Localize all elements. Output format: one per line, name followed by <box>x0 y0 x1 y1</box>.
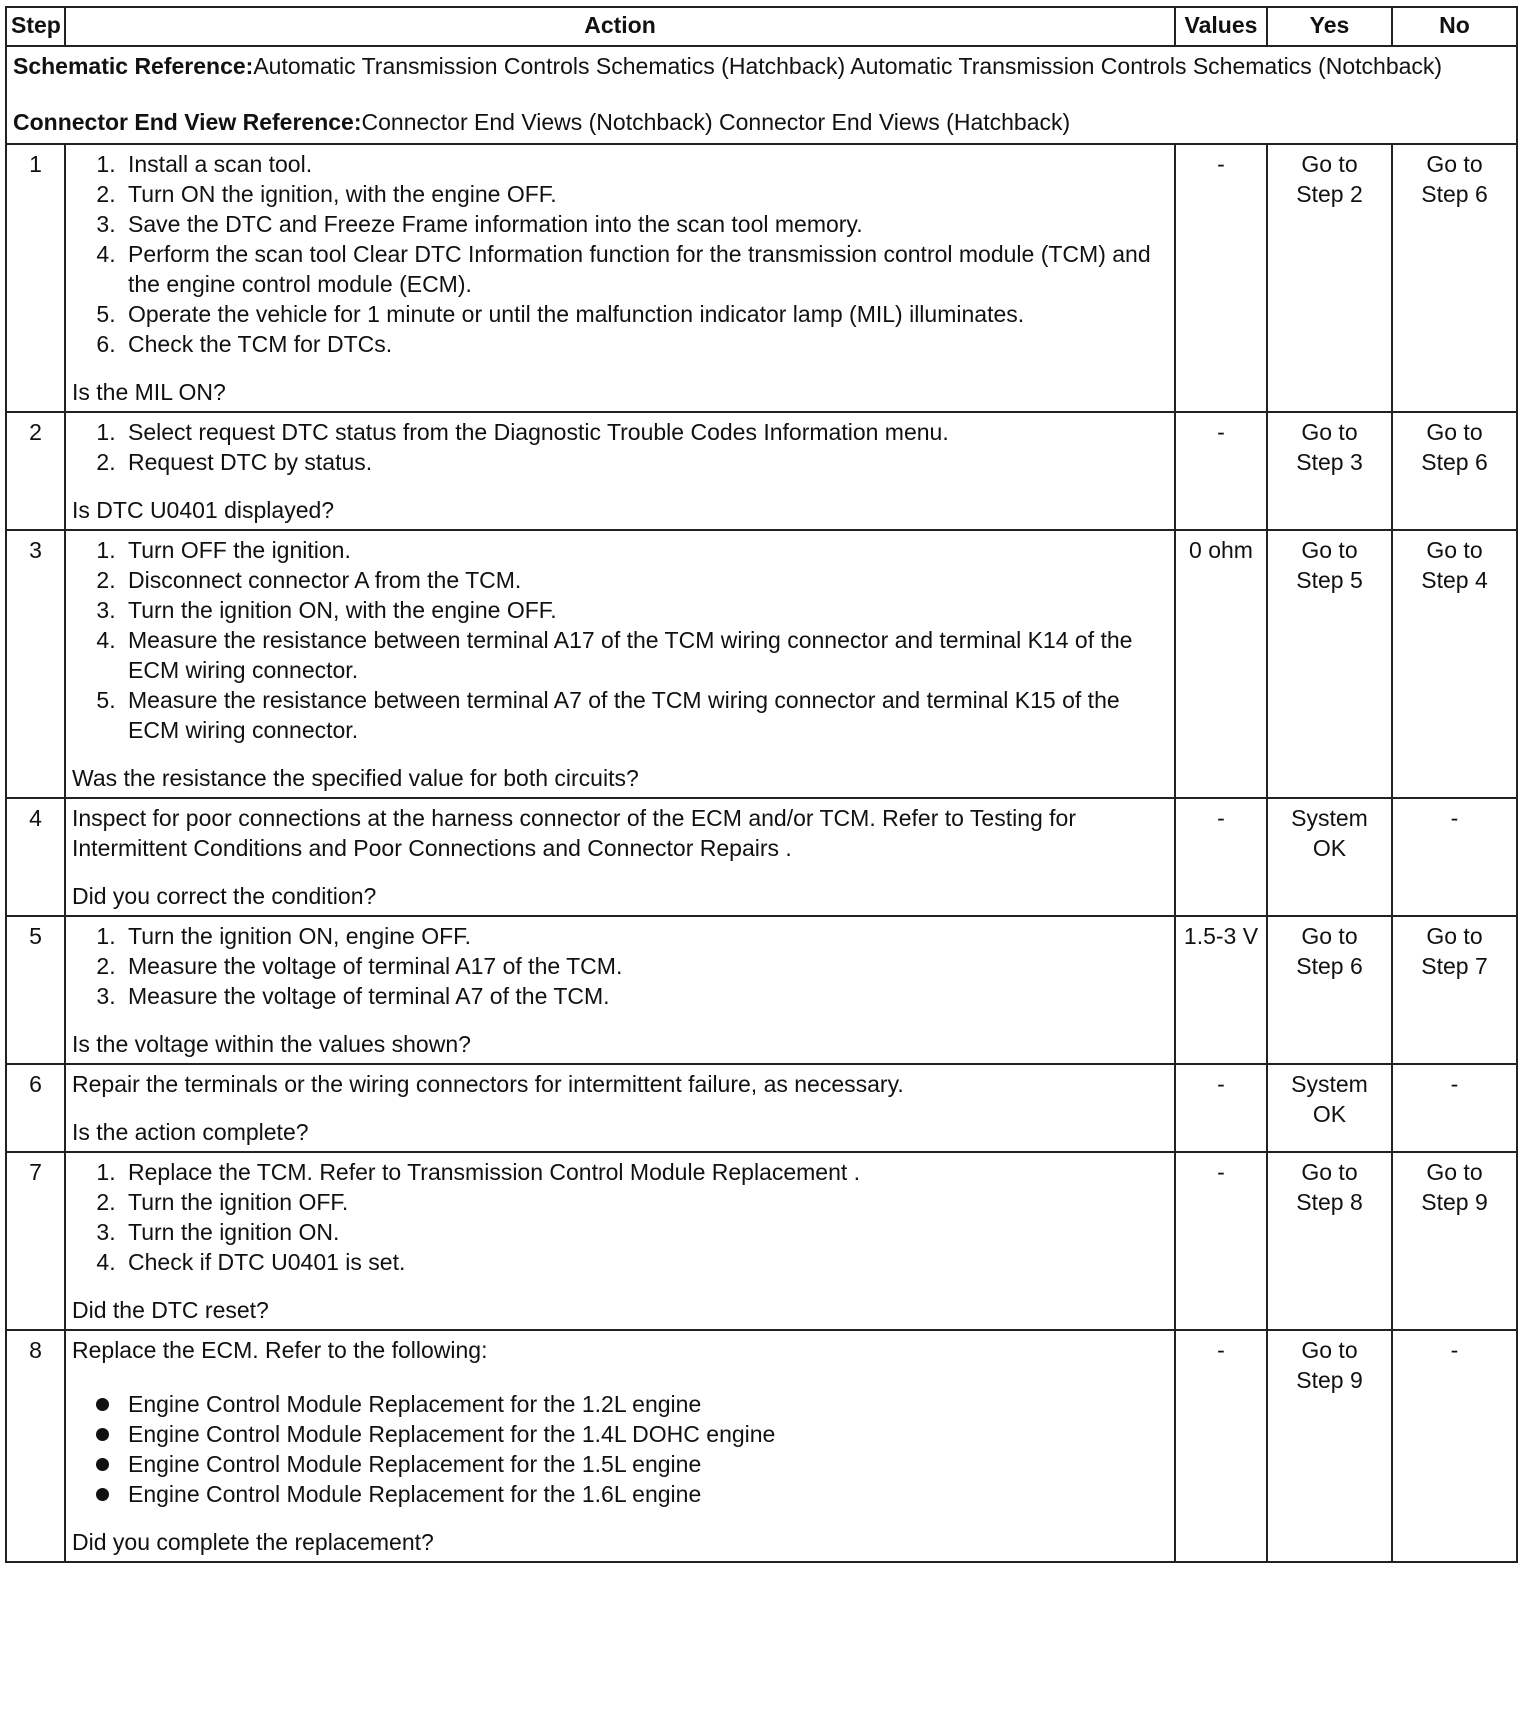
connector-reference-label: Connector End View Reference: <box>13 109 362 135</box>
procedure-item: 5. Measure the resistance between terminal A7 of the TCM wiring connector and terminal K15 of the ECM wiring connector. <box>122 685 1168 745</box>
table-row <box>6 1330 1517 1562</box>
procedure-list <box>72 149 1168 359</box>
question: Did the DTC reset? <box>72 1297 269 1323</box>
no-cell <box>1392 1064 1517 1152</box>
no-cell <box>1392 412 1517 530</box>
no-cell <box>1392 1152 1517 1330</box>
reference-row <box>6 46 1517 144</box>
yes-cell <box>1267 144 1392 412</box>
no-text: Step 9 <box>1421 1189 1488 1215</box>
action-cell <box>65 412 1175 530</box>
value-cell: - <box>1175 1330 1267 1562</box>
step-number: 7 <box>6 1152 65 1330</box>
step-number: 6 <box>6 1064 65 1152</box>
procedure-list <box>72 535 1168 745</box>
action-cell <box>65 1152 1175 1330</box>
yes-text: System <box>1291 805 1368 831</box>
action-cell <box>65 1064 1175 1152</box>
bullet-item: Engine Control Module Replacement for the 1.2L engine <box>122 1389 1168 1419</box>
header-row <box>6 7 1517 46</box>
no-text: Step 7 <box>1421 953 1488 979</box>
table-row <box>6 412 1517 530</box>
step-number: 8 <box>6 1330 65 1562</box>
procedure-item: 1. Select request DTC status from the Diagnostic Trouble Codes Information menu. <box>122 417 1168 447</box>
question: Is DTC U0401 displayed? <box>72 497 335 523</box>
action-paragraph: Replace the ECM. Refer to the following: <box>72 1337 488 1363</box>
table-row <box>6 530 1517 798</box>
action-cell <box>65 916 1175 1064</box>
value-cell: 0 ohm <box>1175 530 1267 798</box>
question: Did you complete the replacement? <box>72 1529 434 1555</box>
yes-cell <box>1267 1152 1392 1330</box>
no-text: Go to <box>1426 537 1483 563</box>
procedure-item: 3. Measure the voltage of terminal A7 of the TCM. <box>122 981 1168 1011</box>
value-cell: - <box>1175 144 1267 412</box>
yes-text: Step 8 <box>1296 1189 1363 1215</box>
table-row <box>6 1152 1517 1330</box>
yes-text: Go to <box>1301 1159 1358 1185</box>
procedure-item: 4. Perform the scan tool Clear DTC Information function for the transmission control module (TCM) and the engine control module (ECM). <box>122 239 1168 299</box>
action-paragraph: Repair the terminals or the wiring connectors for intermittent failure, as necessary. <box>72 1071 904 1097</box>
procedure-item: 4. Measure the resistance between terminal A17 of the TCM wiring connector and terminal K14 of the ECM wiring connector. <box>122 625 1168 685</box>
yes-cell <box>1267 1330 1392 1562</box>
header-values: Values <box>1175 7 1267 46</box>
procedure-item: 3. Turn the ignition ON, with the engine OFF. <box>122 595 1168 625</box>
yes-text: Go to <box>1301 923 1358 949</box>
value-cell: - <box>1175 412 1267 530</box>
procedure-list <box>72 1157 1168 1277</box>
yes-text: Go to <box>1301 537 1358 563</box>
procedure-item: 2. Turn the ignition OFF. <box>122 1187 1168 1217</box>
connector-reference-text: Connector End Views (Notchback) Connector End Views (Hatchback) <box>361 109 1071 135</box>
yes-text: OK <box>1312 1101 1347 1127</box>
procedure-item: 6. Check the TCM for DTCs. <box>122 329 1168 359</box>
step-number: 1 <box>6 144 65 412</box>
value-cell: - <box>1175 1064 1267 1152</box>
step-number: 4 <box>6 798 65 916</box>
action-cell <box>65 144 1175 412</box>
no-text: Step 6 <box>1421 181 1488 207</box>
yes-text: OK <box>1312 835 1347 861</box>
procedure-item: 3. Save the DTC and Freeze Frame information into the scan tool memory. <box>122 209 1168 239</box>
procedure-item: 2. Measure the voltage of terminal A17 of the TCM. <box>122 951 1168 981</box>
value-cell: - <box>1175 1152 1267 1330</box>
action-cell <box>65 798 1175 916</box>
procedure-item: 1. Install a scan tool. <box>122 149 1168 179</box>
header-step: Step <box>6 7 65 46</box>
action-paragraph: Inspect for poor connections at the harness connector of the ECM and/or TCM. Refer to Testing for Intermittent Conditions and Poor Connections and Connector Repairs . <box>72 805 1077 861</box>
schematic-reference <box>13 51 1510 81</box>
no-text: Go to <box>1426 1159 1483 1185</box>
no-cell <box>1392 916 1517 1064</box>
yes-text: Step 6 <box>1296 953 1363 979</box>
bullet-item: Engine Control Module Replacement for the 1.5L engine <box>122 1449 1168 1479</box>
procedure-item: 1. Turn the ignition ON, engine OFF. <box>122 921 1168 951</box>
value-cell: 1.5-3 V <box>1175 916 1267 1064</box>
no-text: Go to <box>1426 419 1483 445</box>
no-cell <box>1392 1330 1517 1562</box>
table-row <box>6 798 1517 916</box>
procedure-item: 4. Check if DTC U0401 is set. <box>122 1247 1168 1277</box>
no-cell <box>1392 530 1517 798</box>
no-text: Go to <box>1426 923 1483 949</box>
procedure-item: 2. Disconnect connector A from the TCM. <box>122 565 1168 595</box>
no-text: Go to <box>1426 151 1483 177</box>
yes-text: Step 3 <box>1296 449 1363 475</box>
header-action: Action <box>65 7 1175 46</box>
yes-text: Go to <box>1301 151 1358 177</box>
no-text: Step 6 <box>1421 449 1488 475</box>
connector-reference <box>13 107 1510 137</box>
header-yes: Yes <box>1267 7 1392 46</box>
no-cell <box>1392 144 1517 412</box>
bullet-item: Engine Control Module Replacement for the 1.4L DOHC engine <box>122 1419 1168 1449</box>
question: Did you correct the condition? <box>72 883 377 909</box>
bullet-item: Engine Control Module Replacement for the 1.6L engine <box>122 1479 1168 1509</box>
schematic-reference-text: Automatic Transmission Controls Schematics (Hatchback) Automatic Transmission Controls Schematics (Notchback) <box>253 53 1443 79</box>
value-cell: - <box>1175 798 1267 916</box>
yes-text: System <box>1291 1071 1368 1097</box>
yes-text: Go to <box>1301 1337 1358 1363</box>
no-text: - <box>1450 1337 1459 1363</box>
yes-text: Step 9 <box>1296 1367 1363 1393</box>
yes-cell <box>1267 412 1392 530</box>
yes-text: Step 5 <box>1296 567 1363 593</box>
yes-cell <box>1267 530 1392 798</box>
procedure-item: 1. Replace the TCM. Refer to Transmission Control Module Replacement . <box>122 1157 1168 1187</box>
procedure-item: 3. Turn the ignition ON. <box>122 1217 1168 1247</box>
yes-text: Go to <box>1301 419 1358 445</box>
table-row <box>6 1064 1517 1152</box>
step-number: 2 <box>6 412 65 530</box>
procedure-item: 2. Turn ON the ignition, with the engine OFF. <box>122 179 1168 209</box>
question: Was the resistance the specified value for both circuits? <box>72 765 639 791</box>
question: Is the action complete? <box>72 1119 309 1145</box>
action-cell <box>65 1330 1175 1562</box>
procedure-list <box>72 921 1168 1011</box>
yes-text: Step 2 <box>1296 181 1363 207</box>
question: Is the MIL ON? <box>72 379 226 405</box>
step-number: 5 <box>6 916 65 1064</box>
yes-cell <box>1267 916 1392 1064</box>
yes-cell <box>1267 1064 1392 1152</box>
header-no: No <box>1392 7 1517 46</box>
yes-cell <box>1267 798 1392 916</box>
no-text: Step 4 <box>1421 567 1488 593</box>
table-row <box>6 144 1517 412</box>
step-number: 3 <box>6 530 65 798</box>
no-text: - <box>1450 805 1459 831</box>
no-cell <box>1392 798 1517 916</box>
procedure-item: 1. Turn OFF the ignition. <box>122 535 1168 565</box>
bullet-list <box>72 1389 1168 1509</box>
procedure-list <box>72 417 1168 477</box>
action-cell <box>65 530 1175 798</box>
procedure-item: 5. Operate the vehicle for 1 minute or until the malfunction indicator lamp (MIL) illuminates. <box>122 299 1168 329</box>
question: Is the voltage within the values shown? <box>72 1031 471 1057</box>
no-text: - <box>1450 1071 1459 1097</box>
diagnostic-table <box>5 6 1518 1563</box>
procedure-item: 2. Request DTC by status. <box>122 447 1168 477</box>
table-row <box>6 916 1517 1064</box>
schematic-reference-label: Schematic Reference: <box>13 53 254 79</box>
